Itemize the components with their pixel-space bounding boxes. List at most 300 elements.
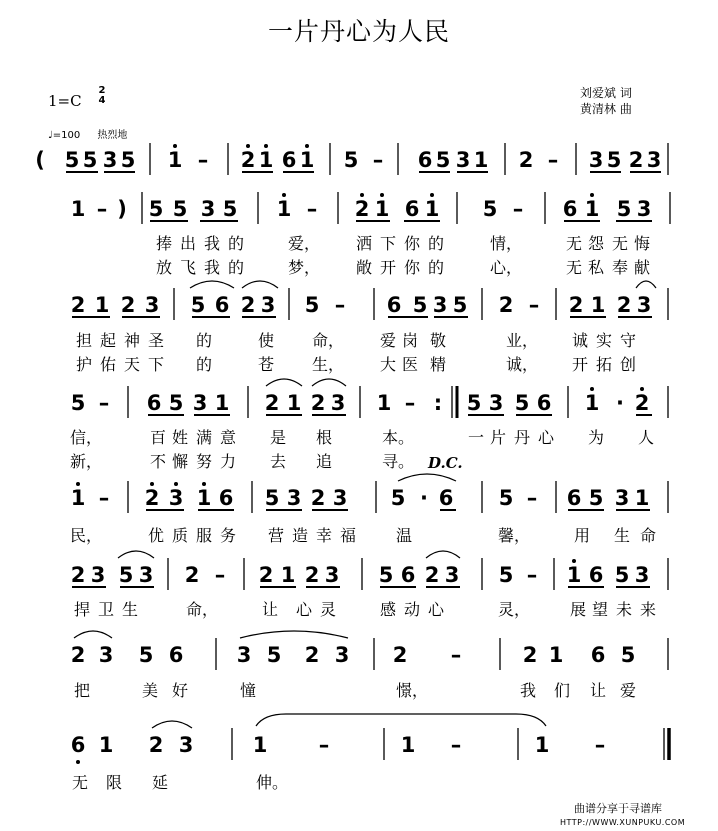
- note: :: [433, 391, 443, 415]
- note: –: [594, 733, 606, 757]
- note: –: [450, 643, 462, 667]
- note: 1: [534, 733, 550, 757]
- slur: [242, 281, 278, 288]
- note: 3: [588, 148, 604, 172]
- lyric-syllable: 新，: [70, 452, 103, 471]
- lyric-syllable: 飞: [180, 258, 197, 277]
- key-signature: 1=C: [48, 92, 82, 110]
- lyric-syllable: 未: [616, 600, 633, 619]
- lyric-syllable: 丹: [514, 428, 531, 447]
- note: 2: [304, 563, 320, 587]
- lyric-syllable: 命，: [186, 600, 219, 619]
- note: 3: [444, 563, 460, 587]
- lyric-syllable: 生: [614, 526, 631, 545]
- lyric-syllable: 信，: [70, 428, 103, 447]
- composer-credit: 黄清林 曲: [580, 102, 632, 116]
- lyric-syllable: 动: [404, 600, 421, 619]
- lyric-syllable: 放: [156, 258, 173, 277]
- time-signature-bottom: 4: [98, 95, 106, 106]
- note: 5: [190, 293, 206, 317]
- note: 5: [435, 148, 451, 172]
- lyric-syllable: 无: [566, 234, 583, 253]
- slur: [398, 474, 456, 481]
- note: 5: [390, 486, 406, 510]
- note: 1: [584, 197, 600, 221]
- note: 3: [192, 391, 208, 415]
- lyric-syllable: 开: [572, 355, 589, 374]
- octave-dot: [264, 144, 268, 148]
- note: 6: [281, 148, 297, 172]
- lyric-syllable: 务: [220, 526, 237, 545]
- lyric-syllable: 无: [566, 258, 583, 277]
- lyric-syllable: 灵: [320, 600, 337, 619]
- lyric-syllable: 根: [316, 428, 333, 447]
- lyric-syllable: 护: [76, 355, 93, 374]
- note: 2: [144, 486, 160, 510]
- note: 1: [98, 733, 114, 757]
- note: 1: [374, 197, 390, 221]
- note: 1: [167, 148, 183, 172]
- note: 2: [258, 563, 274, 587]
- lyric-syllable: 起: [100, 331, 117, 350]
- note: 3: [636, 197, 652, 221]
- note: –: [372, 148, 384, 172]
- lyric-syllable: 爱: [620, 681, 637, 700]
- lyric-syllable: 怨: [588, 234, 605, 253]
- note: ·: [420, 486, 428, 510]
- note: 1: [214, 391, 230, 415]
- note: 1: [400, 733, 416, 757]
- note: 6: [438, 486, 454, 510]
- octave-dot: [246, 144, 250, 148]
- lyric-syllable: 医: [402, 355, 419, 374]
- note: 1: [590, 293, 606, 317]
- slur: [636, 281, 656, 288]
- lyric-syllable: 不: [150, 452, 167, 471]
- note: –: [528, 293, 540, 317]
- note: 2: [354, 197, 370, 221]
- note: (: [35, 148, 45, 172]
- note: 1: [94, 293, 110, 317]
- note: 3: [334, 643, 350, 667]
- lyric-syllable: 营: [268, 526, 285, 545]
- lyric-syllable: 佑: [100, 355, 117, 374]
- lyric-syllable: 质: [172, 526, 189, 545]
- note: 2: [120, 293, 136, 317]
- note: 1: [252, 733, 268, 757]
- note: 5: [498, 486, 514, 510]
- tie: [256, 714, 546, 726]
- lyric-syllable: 幸: [316, 526, 333, 545]
- lyric-syllable: 让: [262, 600, 279, 619]
- lyric-syllable: 出: [180, 234, 197, 253]
- note: 2: [304, 643, 320, 667]
- note: 5: [222, 197, 238, 221]
- note: 5: [606, 148, 622, 172]
- lyric-syllable: 美: [142, 681, 159, 700]
- octave-dot: [305, 144, 309, 148]
- note: 6: [590, 643, 606, 667]
- tempo-value: ♩=100: [48, 130, 81, 141]
- octave-dot: [640, 387, 644, 391]
- note: 5: [412, 293, 428, 317]
- lyric-syllable: 追: [316, 452, 333, 471]
- lyric-syllable: 百: [150, 428, 167, 447]
- lyric-syllable: 人: [638, 428, 655, 447]
- lyric-syllable: 创: [620, 355, 637, 374]
- octave-dot: [380, 193, 384, 197]
- lyric-syllable: 心，: [490, 258, 523, 277]
- note: –: [404, 391, 416, 415]
- lyric-syllable: 私: [588, 258, 605, 277]
- lyric-syllable: 一: [468, 428, 485, 447]
- note: ): [117, 197, 127, 221]
- note: 2: [568, 293, 584, 317]
- note: 3: [260, 293, 276, 317]
- lyric-syllable: 来: [640, 600, 657, 619]
- note: 1: [70, 486, 86, 510]
- lyric-syllable: 守: [620, 331, 637, 350]
- note: 1: [584, 391, 600, 415]
- lyric-syllable: 用: [574, 526, 591, 545]
- note: 2: [70, 643, 86, 667]
- lyric-syllable: 服: [196, 526, 213, 545]
- lyric-syllable: 爱: [380, 331, 397, 350]
- octave-dot: [174, 482, 178, 486]
- note: 2: [240, 148, 256, 172]
- note: 5: [304, 293, 320, 317]
- lyric-syllable: 大: [380, 355, 397, 374]
- octave-dot: [150, 482, 154, 486]
- lyric-syllable: 寻。: [382, 452, 415, 471]
- lyric-syllable: 我: [520, 681, 537, 700]
- note: 5: [498, 563, 514, 587]
- note: –: [450, 733, 462, 757]
- note: 1: [634, 486, 650, 510]
- note: 1: [258, 148, 274, 172]
- note: 3: [324, 563, 340, 587]
- note: 1: [376, 391, 392, 415]
- lyric-syllable: 本。: [382, 428, 415, 447]
- note: 3: [646, 148, 662, 172]
- tempo-expression: 热烈地: [97, 130, 128, 141]
- note: 2: [616, 293, 632, 317]
- lyric-syllable: 诚: [572, 331, 589, 350]
- lyric-syllable: 灵，: [498, 600, 531, 619]
- lyric-syllable: 开: [380, 258, 397, 277]
- lyric-syllable: 神: [124, 331, 141, 350]
- note: 2: [634, 391, 650, 415]
- note: 3: [178, 733, 194, 757]
- lyric-syllable: 的: [228, 258, 245, 277]
- lyric-syllable: 捍: [74, 600, 91, 619]
- note: 5: [266, 643, 282, 667]
- lyric-syllable: 我: [204, 258, 221, 277]
- note: 3: [636, 293, 652, 317]
- note: 5: [466, 391, 482, 415]
- note: 3: [102, 148, 118, 172]
- octave-dot: [173, 144, 177, 148]
- lyric-syllable: 我: [204, 234, 221, 253]
- lyric-syllable: 的: [196, 355, 213, 374]
- lyric-syllable: 憬，: [396, 681, 429, 700]
- note: 3: [90, 563, 106, 587]
- note: 2: [310, 391, 326, 415]
- note: 3: [236, 643, 252, 667]
- lyric-syllable: 洒: [356, 234, 373, 253]
- note: 6: [588, 563, 604, 587]
- lyric-syllable: 憧: [240, 681, 257, 700]
- note: –: [214, 563, 226, 587]
- note: 3: [634, 563, 650, 587]
- note: 2: [184, 563, 200, 587]
- lyric-syllable: 去: [270, 452, 287, 471]
- octave-dot: [430, 193, 434, 197]
- lyric-syllable: 的: [228, 234, 245, 253]
- note: 3: [432, 293, 448, 317]
- song-title: 一片丹心为人民: [267, 17, 450, 46]
- note: 1: [196, 486, 212, 510]
- note: 5: [138, 643, 154, 667]
- note: –: [98, 391, 110, 415]
- note: 5: [614, 563, 630, 587]
- slur: [118, 551, 154, 558]
- note: 5: [482, 197, 498, 221]
- lyric-syllable: 展: [570, 600, 587, 619]
- lyric-syllable: 卫: [98, 600, 115, 619]
- lyric-syllable: 心: [296, 600, 313, 619]
- lyric-syllable: 实: [596, 331, 613, 350]
- note: 2: [264, 391, 280, 415]
- note: 5: [620, 643, 636, 667]
- lyric-syllable: 敞: [356, 258, 373, 277]
- note: 6: [400, 563, 416, 587]
- note: –: [334, 293, 346, 317]
- note: 2: [70, 563, 86, 587]
- lyric-syllable: 业，: [506, 331, 539, 350]
- octave-dot: [76, 482, 80, 486]
- note: ·: [616, 391, 624, 415]
- note: 1: [424, 197, 440, 221]
- note: 5: [148, 197, 164, 221]
- lyric-syllable: 把: [74, 681, 91, 700]
- lyric-syllable: 懈: [172, 452, 189, 471]
- note: 3: [144, 293, 160, 317]
- note: 6: [566, 486, 582, 510]
- note: 5: [264, 486, 280, 510]
- note: 5: [118, 563, 134, 587]
- note: 3: [286, 486, 302, 510]
- lyric-syllable: 是: [270, 428, 287, 447]
- note: 6: [70, 733, 86, 757]
- lyric-syllable: 生，: [312, 355, 345, 374]
- lyricist-credit: 刘爱斌 词: [580, 86, 632, 100]
- note: 1: [548, 643, 564, 667]
- note: 6: [386, 293, 402, 317]
- lyric-syllable: 命，: [312, 331, 345, 350]
- lyric-syllable: 意: [220, 428, 237, 447]
- lyric-syllable: 精: [430, 355, 447, 374]
- note: 6: [146, 391, 162, 415]
- note: –: [512, 197, 524, 221]
- note: 1: [70, 197, 86, 221]
- note: 3: [332, 486, 348, 510]
- lyric-syllable: 为: [588, 428, 605, 447]
- lyric-syllable: 造: [292, 526, 309, 545]
- note: 3: [138, 563, 154, 587]
- octave-dot: [202, 482, 206, 486]
- lyric-syllable: 担: [76, 331, 93, 350]
- note: 2: [522, 643, 538, 667]
- lyric-syllable: 敬: [430, 331, 447, 350]
- lyric-syllable: 片: [490, 428, 507, 447]
- lyric-syllable: 苍: [258, 355, 275, 374]
- time-signature-top: 2: [98, 85, 106, 96]
- note: 2: [310, 486, 326, 510]
- lyric-syllable: 献: [634, 258, 651, 277]
- lyric-syllable: 你: [404, 258, 421, 277]
- lyric-syllable: 悔: [634, 234, 651, 253]
- note: 2: [148, 733, 164, 757]
- note: 3: [330, 391, 346, 415]
- note: –: [96, 197, 108, 221]
- octave-dot: [360, 193, 364, 197]
- lyric-syllable: 延: [152, 773, 169, 792]
- lyric-syllable: 好: [172, 681, 189, 700]
- lyric-syllable: 情，: [490, 234, 523, 253]
- low-octave-dot: [76, 760, 80, 764]
- lyric-syllable: 生: [122, 600, 139, 619]
- lyric-syllable: 限: [106, 773, 123, 792]
- note: 5: [172, 197, 188, 221]
- note: 3: [614, 486, 630, 510]
- lyric-syllable: 心: [428, 600, 445, 619]
- slur: [152, 721, 192, 728]
- note: 2: [628, 148, 644, 172]
- note: 5: [452, 293, 468, 317]
- note: –: [306, 197, 318, 221]
- note: 5: [120, 148, 136, 172]
- note: 2: [392, 643, 408, 667]
- slur: [266, 379, 302, 386]
- lyric-syllable: 诚，: [506, 355, 539, 374]
- lyric-syllable: 使: [258, 331, 275, 350]
- note: 5: [514, 391, 530, 415]
- lyric-syllable: 满: [196, 428, 213, 447]
- lyric-syllable: 力: [220, 452, 237, 471]
- slur: [240, 631, 348, 638]
- lyric-syllable: 望: [592, 600, 609, 619]
- lyric-syllable: 姓: [172, 428, 189, 447]
- note: 3: [200, 197, 216, 221]
- lyric-syllable: 捧: [156, 234, 173, 253]
- octave-dot: [572, 559, 576, 563]
- lyric-syllable: 的: [428, 258, 445, 277]
- lyric-syllable: 温: [396, 526, 413, 545]
- note: 3: [455, 148, 471, 172]
- watermark-url: HTTP://WWW.XUNPUKU.COM: [560, 818, 686, 827]
- note: 2: [240, 293, 256, 317]
- slur: [74, 631, 112, 638]
- lyric-syllable: 伸。: [256, 773, 289, 792]
- lyric-syllable: 岗: [402, 331, 419, 350]
- note: 5: [64, 148, 80, 172]
- lyric-syllable: 心: [538, 428, 555, 447]
- note: 5: [588, 486, 604, 510]
- lyric-syllable: 拓: [596, 355, 613, 374]
- lyric-syllable: 你: [404, 234, 421, 253]
- lyric-syllable: 的: [428, 234, 445, 253]
- note: 3: [168, 486, 184, 510]
- lyric-syllable: 努: [196, 452, 213, 471]
- note: 2: [498, 293, 514, 317]
- note: –: [526, 486, 538, 510]
- lyric-syllable: 无: [612, 234, 629, 253]
- lyric-syllable: 民，: [70, 526, 103, 545]
- note: 5: [616, 197, 632, 221]
- lyric-syllable: 命: [640, 526, 657, 545]
- note: 2: [424, 563, 440, 587]
- lyric-syllable: 圣: [148, 331, 165, 350]
- note: 6: [536, 391, 552, 415]
- note: 1: [473, 148, 489, 172]
- note: 5: [70, 391, 86, 415]
- note: 5: [343, 148, 359, 172]
- lyric-syllable: 奉: [612, 258, 629, 277]
- note: 5: [82, 148, 98, 172]
- lyric-syllable: 优: [148, 526, 165, 545]
- note: –: [547, 148, 559, 172]
- lyric-syllable: 们: [554, 681, 571, 700]
- note: 6: [562, 197, 578, 221]
- lyric-syllable: 感: [380, 600, 397, 619]
- lyric-syllable: 下: [148, 355, 165, 374]
- note: 6: [417, 148, 433, 172]
- octave-dot: [282, 193, 286, 197]
- lyric-syllable: 梦，: [288, 258, 321, 277]
- note: 6: [214, 293, 230, 317]
- note: 6: [218, 486, 234, 510]
- slur: [312, 379, 346, 386]
- note: 3: [98, 643, 114, 667]
- watermark-text: 曲谱分享于寻谱库: [574, 802, 662, 815]
- note: –: [318, 733, 330, 757]
- lyric-syllable: 让: [590, 681, 607, 700]
- note: 1: [286, 391, 302, 415]
- note: 1: [299, 148, 315, 172]
- lyric-syllable: 福: [340, 526, 357, 545]
- octave-dot: [590, 387, 594, 391]
- lyric-syllable: 的: [196, 331, 213, 350]
- slur: [190, 281, 234, 288]
- note: 1: [276, 197, 292, 221]
- note: 6: [168, 643, 184, 667]
- note: 1: [280, 563, 296, 587]
- lyric-syllable: 无: [72, 773, 89, 792]
- lyric-syllable: 爱，: [288, 234, 321, 253]
- note: –: [197, 148, 209, 172]
- octave-dot: [590, 193, 594, 197]
- note: 5: [378, 563, 394, 587]
- note: 3: [488, 391, 504, 415]
- lyric-syllable: 下: [380, 234, 397, 253]
- note: –: [98, 486, 110, 510]
- note: 2: [518, 148, 534, 172]
- note: 1: [566, 563, 582, 587]
- note: 2: [70, 293, 86, 317]
- lyric-syllable: 天: [124, 355, 141, 374]
- note: –: [526, 563, 538, 587]
